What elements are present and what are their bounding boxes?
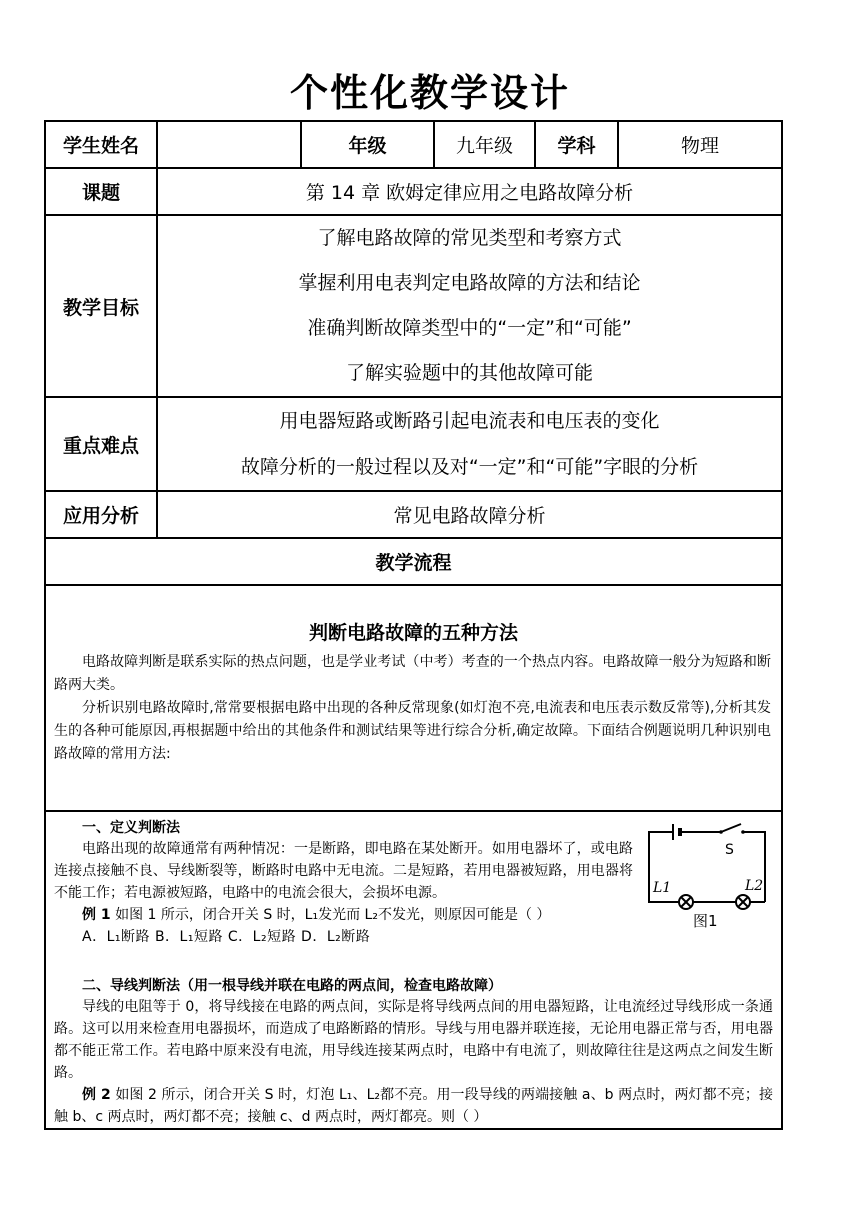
figure1-caption: 图1 xyxy=(693,912,718,930)
difficulty-item: 用电器短路或断路引起电流表和电压表的变化 xyxy=(279,410,660,432)
method1-section xyxy=(46,812,781,948)
difficulties-list xyxy=(157,397,782,491)
student-name-value[interactable] xyxy=(157,121,301,168)
process-header: 教学流程 xyxy=(45,538,782,585)
intro-paragraph: 分析识别电路故障时,常常要根据电路中出现的各种反常现象(如灯泡不亮,电流表和电压表示数反常等),分析其发生的各种可能原因,再根据题中给出的其他条件和测试结果等进行综合分析,确定故障。下面结合例题说明几种识别电路故障的常用方法: xyxy=(54,700,771,762)
example1-options: A．L₁断路 B．L₁短路 C．L₂短路 D．L₂断路 xyxy=(82,929,371,945)
goal-item: 掌握利用电表判定电路故障的方法和结论 xyxy=(298,272,641,294)
header-row xyxy=(45,121,782,168)
example1-label: 例 1 xyxy=(82,907,111,923)
grade-value: 九年级 xyxy=(434,121,535,168)
switch-label: S xyxy=(725,842,734,858)
goals-row xyxy=(45,215,782,397)
lamp1-label: L1 xyxy=(653,880,672,896)
student-name-label: 学生姓名 xyxy=(45,121,157,168)
method1-heading: 一、定义判断法 xyxy=(82,820,180,836)
goal-item: 了解电路故障的常见类型和考察方式 xyxy=(317,227,622,249)
topic-row xyxy=(45,168,782,215)
difficulties-label: 重点难点 xyxy=(45,397,157,491)
application-label: 应用分析 xyxy=(45,491,157,538)
intro-paragraph: 电路故障判断是联系实际的热点问题，也是学业考试（中考）考查的一个热点内容。电路故障一般分为短路和断路两大类。 xyxy=(54,654,771,693)
intro-row xyxy=(45,585,782,811)
example2 xyxy=(54,1084,773,1128)
methods-section xyxy=(45,811,782,1129)
methods-row xyxy=(45,811,782,1129)
application-row xyxy=(45,491,782,538)
subject-label: 学科 xyxy=(535,121,618,168)
method2-section xyxy=(46,970,781,1128)
wire-left-top xyxy=(649,832,673,852)
difficulties-row xyxy=(45,397,782,491)
intro-section xyxy=(45,585,782,811)
grade-label: 年级 xyxy=(301,121,434,168)
circuit-diagram-figure1 xyxy=(641,822,771,932)
topic-label: 课题 xyxy=(45,168,157,215)
intro-title: 判断电路故障的五种方法 xyxy=(308,622,518,644)
method2-heading: 二、导线判断法（用一根导线并联在电路的两点间，检查电路故障） xyxy=(82,978,502,994)
example1 xyxy=(54,904,633,926)
goal-item: 准确判断故障类型中的“一定”和“可能” xyxy=(307,317,632,339)
goal-item: 了解实验题中的其他故障可能 xyxy=(345,362,593,384)
switch-lever xyxy=(721,824,741,832)
method2-text: 导线的电阻等于 0，将导线接在电路的两点间，实际是将导线两点间的用电器短路，让电流经过导线形成一条通路。这可以用来检查用电器损坏，而造成了电路断路的情形。导线与用电器并联连接，无论用电器正常与否，用电器都不能正常工作。若电路中原来没有电流，用导线连接某两点时，电路中有电流了，则故障往往是这两点之间发生断路。 xyxy=(54,999,773,1081)
topic-value: 第 14 章 欧姆定律应用之电路故障分析 xyxy=(157,168,782,215)
subject-value: 物理 xyxy=(618,121,782,168)
goals-label: 教学目标 xyxy=(45,215,157,397)
goals-list xyxy=(157,215,782,397)
page-title: 个性化教学设计 xyxy=(289,71,570,115)
example2-label: 例 2 xyxy=(82,1087,111,1103)
lesson-plan-table xyxy=(44,120,783,1130)
application-value: 常见电路故障分析 xyxy=(157,491,782,538)
difficulty-item: 故障分析的一般过程以及对“一定”和“可能”字眼的分析 xyxy=(240,456,699,478)
lamp2-label: L2 xyxy=(745,878,764,894)
example2-question: 如图 2 所示，闭合开关 S 时，灯泡 L₁、L₂都不亮。用一段导线的两端接触 a、b 两点时，两灯都不亮；接触 b、c 两点时，两灯都不亮；接触 c、d 两点时，两灯都亮。则（ ） xyxy=(54,1087,773,1125)
method1-text: 电路出现的故障通常有两种情况：一是断路，即电路在某处断开。如用电器坏了，或电路连接点接触不良、导线断裂等，断路时电路中无电流。二是短路，若用电器被短路，用电器将不能工作；若电源被短路，电路中的电流会很大，会损坏电源。 xyxy=(54,841,633,901)
process-header-row xyxy=(45,538,782,585)
example1-question: 如图 1 所示，闭合开关 S 时，L₁发光而 L₂不发光，则原因可能是（ ） xyxy=(110,907,551,923)
